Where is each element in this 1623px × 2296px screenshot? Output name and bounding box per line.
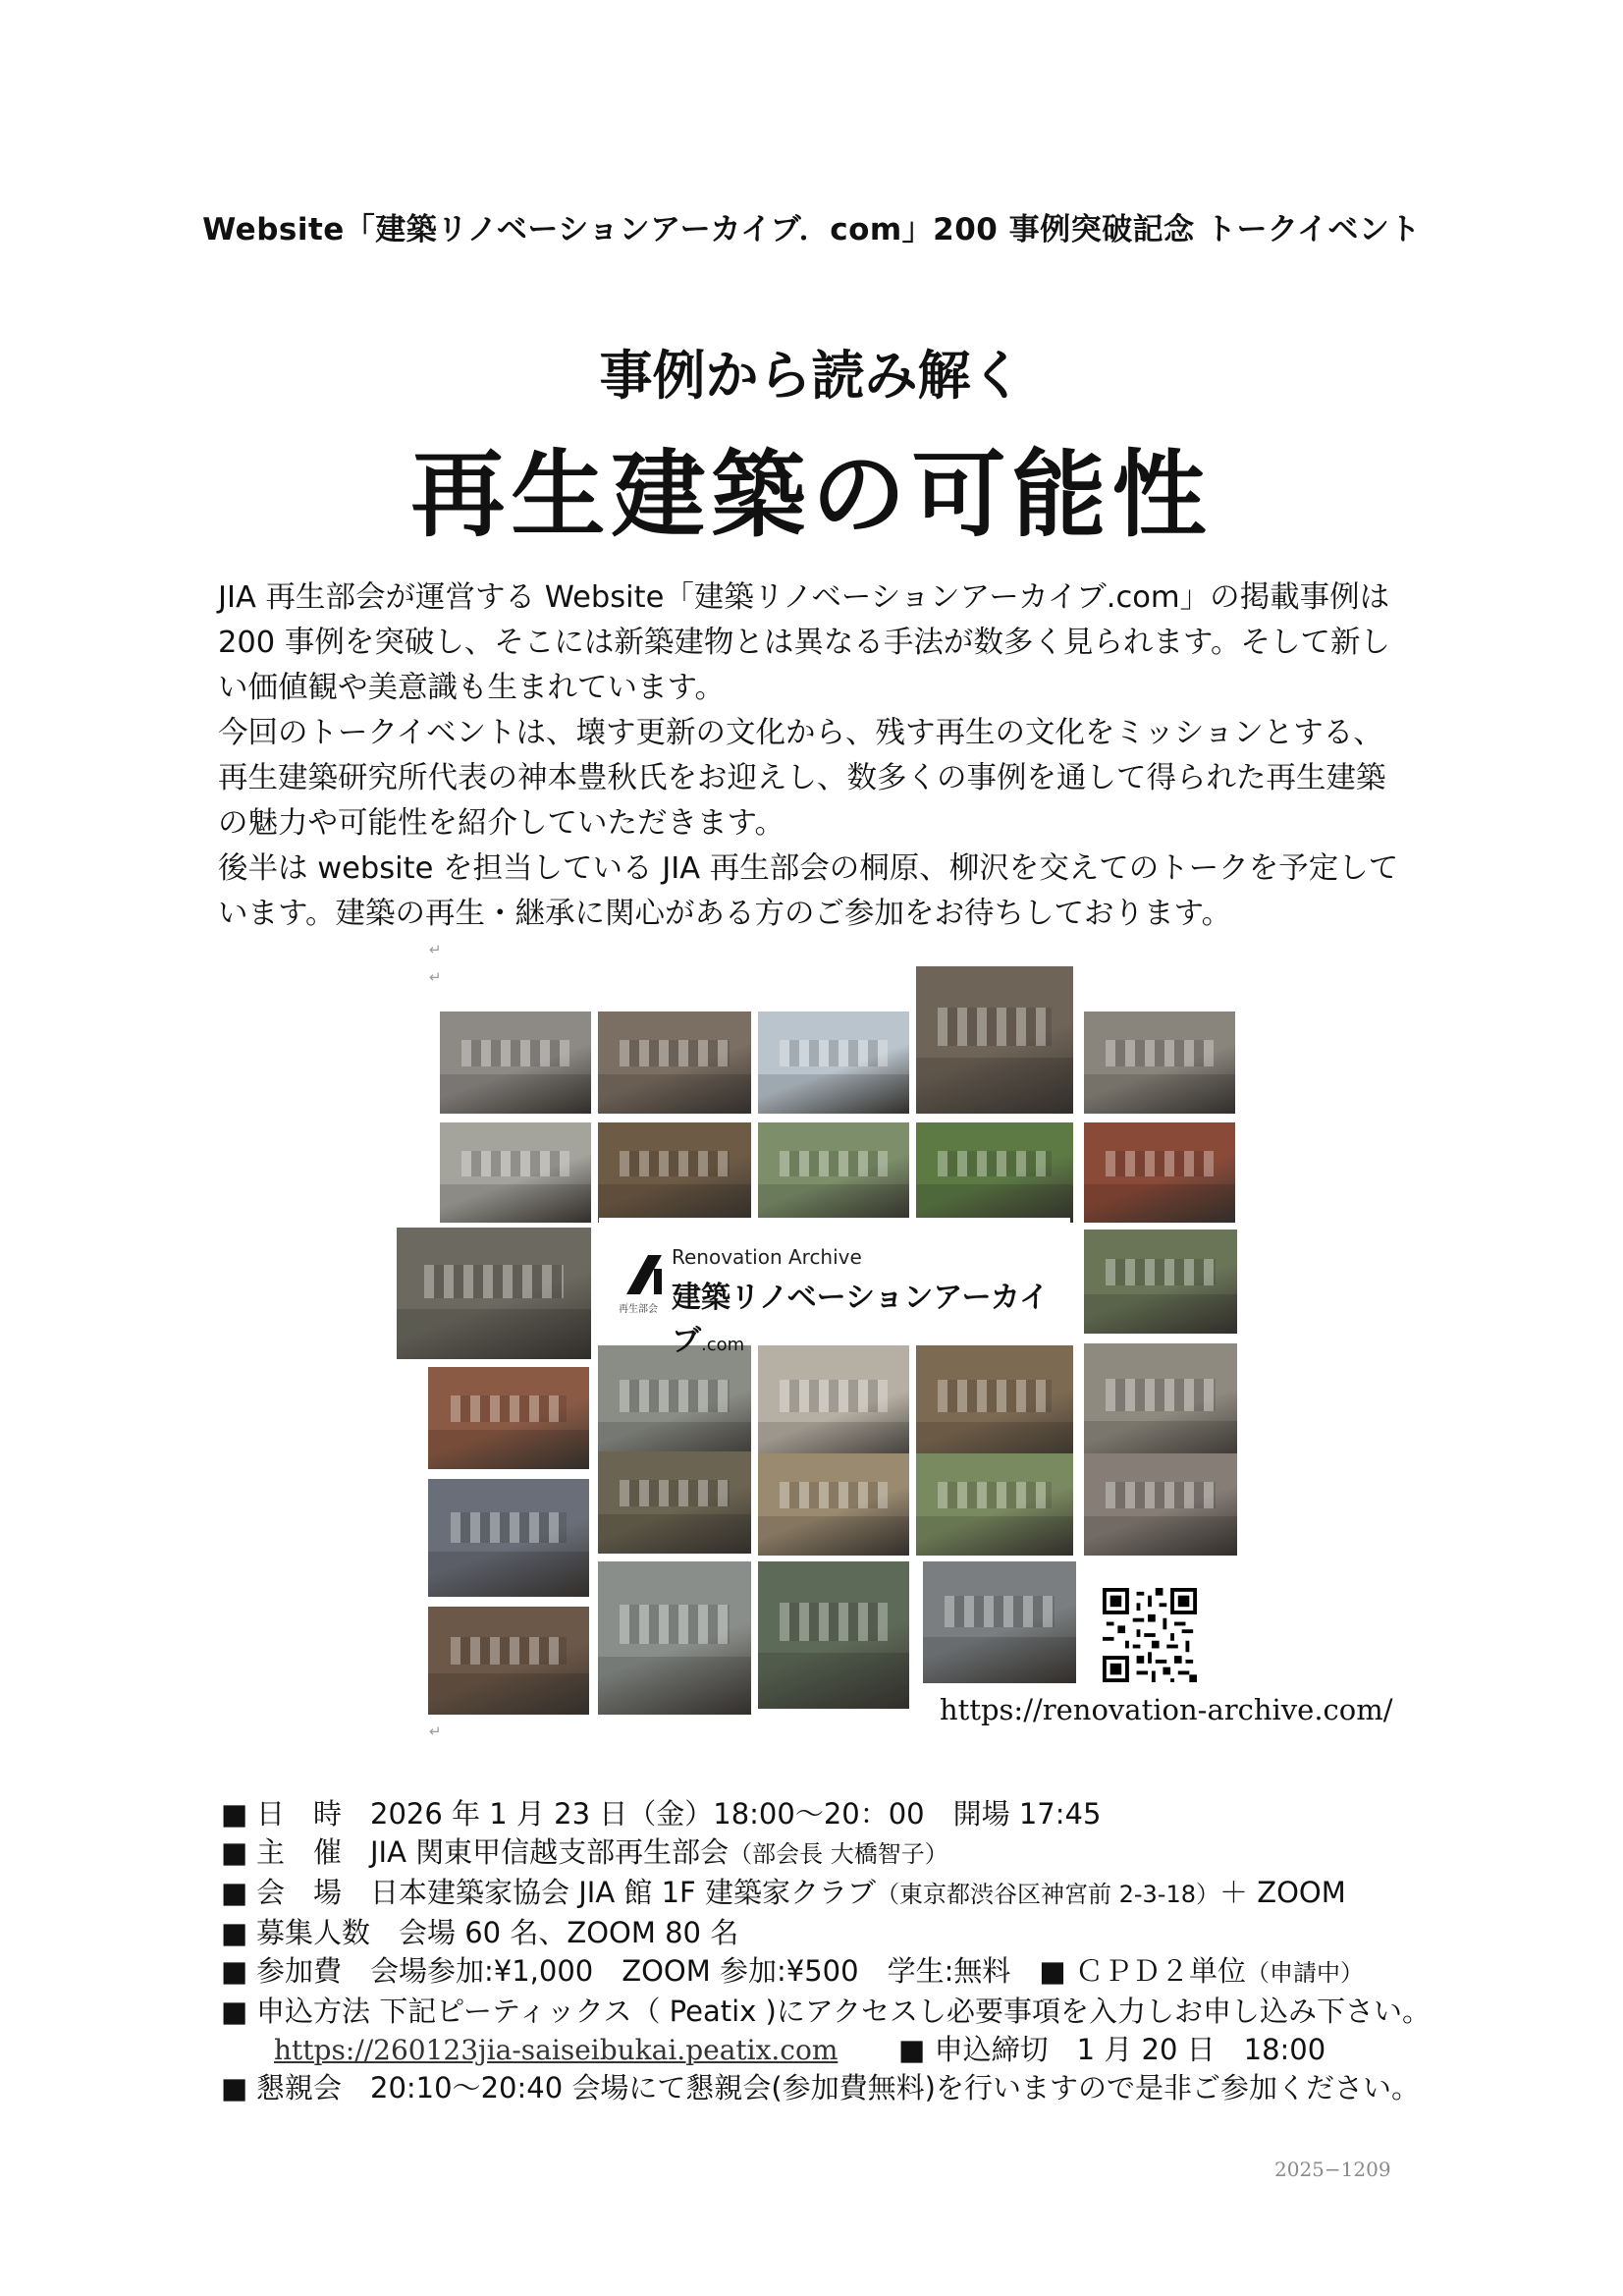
collage-photo [440, 1122, 591, 1223]
intro-line: い価値観や美意識も生まれています。 [218, 671, 726, 705]
bullet: ■ [221, 1954, 248, 1988]
info-text: 募集人数 会場 60 名、ZOOM 80 名 [256, 1916, 739, 1949]
collage-photo [397, 1228, 591, 1359]
bullet: ■ [221, 1835, 248, 1869]
subtitle: 事例から読み解く [599, 345, 1024, 407]
info-party [221, 2069, 1497, 2107]
page-title: 再生建築の可能性 [410, 440, 1213, 550]
qr-code[interactable] [1103, 1588, 1197, 1682]
renovation-archive-logo [599, 1218, 1070, 1358]
info-capacity [221, 1914, 1497, 1952]
info-venue [221, 1874, 1497, 1914]
logo-english-text: Renovation Archive [672, 1245, 862, 1269]
collage-photo [916, 966, 1073, 1114]
collage-photo [758, 1122, 909, 1223]
info-note: （申請中） [1245, 1959, 1364, 1987]
paragraph-mark: ↵ [429, 1722, 442, 1740]
collage-photo [428, 1607, 589, 1715]
info-text: 会 場 日本建築家協会 JIA 館 1F 建築家クラブ [256, 1876, 876, 1909]
intro-line: JIA 再生部会が運営する Website「建築リノベーションアーカイブ.com」の掲載事例は [218, 580, 1390, 615]
info-note: （部会長 大橋智子） [729, 1840, 948, 1868]
info-apply [221, 1993, 1497, 2031]
document-code: 2025−1209 [1274, 2158, 1391, 2181]
collage-photo [428, 1367, 589, 1469]
event-header: Website「建築リノベーションアーカイブ．com」200 事例突破記念 トークイベント [202, 212, 1421, 247]
intro-line: 後半は website を担当している JIA 再生部会の桐原、柳沢を交えてのトークを予定して [218, 851, 1399, 886]
collage-photo [758, 1345, 909, 1469]
intro-line: 今回のトークイベントは、壊す更新の文化から、残す再生の文化をミッションとする、 [218, 716, 1383, 750]
collage-photo [916, 1345, 1073, 1469]
collage-photo [1084, 1230, 1237, 1334]
bullet: ■ [221, 2071, 248, 2105]
info-text: 主 催 JIA 関東甲信越支部再生部会 [256, 1835, 730, 1869]
info-text: 懇親会 20:10〜20:40 会場にて懇親会(参加費無料)を行いますので是非ご参加ください。 [256, 2071, 1420, 2105]
collage-photo [1084, 1011, 1235, 1114]
info-fee [221, 1952, 1497, 1993]
collage-photo [1084, 1343, 1237, 1469]
collage-photo [1084, 1122, 1235, 1223]
intro-line: の魅力や可能性を紹介していただきます。 [218, 806, 785, 841]
paragraph-mark: ↵ [429, 941, 442, 958]
info-organizer [221, 1833, 1497, 1874]
collage-photo [758, 1453, 909, 1556]
info-text: 日 時 2026 年 1 月 23 日（金）18:00〜20：00 開場 17:45 [256, 1797, 1102, 1831]
collage-photo [916, 1453, 1073, 1556]
bullet: ■ [221, 1797, 248, 1831]
collage-photo [758, 1011, 909, 1114]
collage-photo [598, 1451, 751, 1554]
info-text: 申込方法 下記ピーティックス（ Peatix )にアクセスし必要事項を入力しお申し込み下さい。 [256, 1995, 1431, 2028]
info-note: （東京都渋谷区神宮前 2-3-18） [875, 1881, 1219, 1908]
intro-line: 200 事例を突破し、そこには新築建物とは異なる手法が数多く見られます。そして新し [218, 626, 1390, 660]
peatix-link[interactable]: https://260123jia-saiseibukai.peatix.com [274, 2034, 839, 2066]
intro-line: 再生建築研究所代表の神本豊秋氏をお迎えし、数多くの事例を通して得られた再生建築 [218, 761, 1386, 795]
collage-photo [1084, 1453, 1237, 1556]
collage-photo [923, 1561, 1076, 1683]
archive-url[interactable]: https://renovation-archive.com/ [940, 1693, 1393, 1726]
info-text: 参加費 会場参加:¥1,000 ZOOM 参加:¥500 学生:無料 ■ ＣＰＤ２単位 [256, 1954, 1246, 1988]
bullet: ■ [221, 1916, 248, 1949]
collage-photo [916, 1122, 1073, 1223]
bullet: ■ [221, 1995, 248, 2028]
logo-japanese-text [672, 1273, 1070, 1359]
collage-photo [758, 1561, 909, 1709]
jia-logo-icon [622, 1251, 677, 1298]
logo-org-text: 再生部会 [619, 1304, 658, 1315]
info-deadline: ■ 申込締切 1 月 20 日 18:00 [898, 2033, 1326, 2066]
logo-japanese-name: 建築リノベーションアーカイブ [672, 1281, 1049, 1358]
logo-dot-com: .com [701, 1335, 745, 1355]
collage-photo [598, 1561, 751, 1715]
info-tail: ＋ ZOOM [1218, 1876, 1346, 1909]
intro-line: います。建築の再生・継承に関心がある方のご参加をお待ちしております。 [218, 897, 1232, 931]
paragraph-mark: ↵ [429, 968, 442, 986]
collage-photo [598, 1011, 751, 1114]
collage-photo [598, 1122, 751, 1223]
collage-photo [440, 1011, 591, 1114]
bullet: ■ [221, 1876, 248, 1909]
info-peatix-row [221, 2031, 1497, 2069]
event-info [221, 1795, 1497, 2107]
collage-photo [428, 1479, 589, 1597]
info-datetime [221, 1795, 1497, 1833]
